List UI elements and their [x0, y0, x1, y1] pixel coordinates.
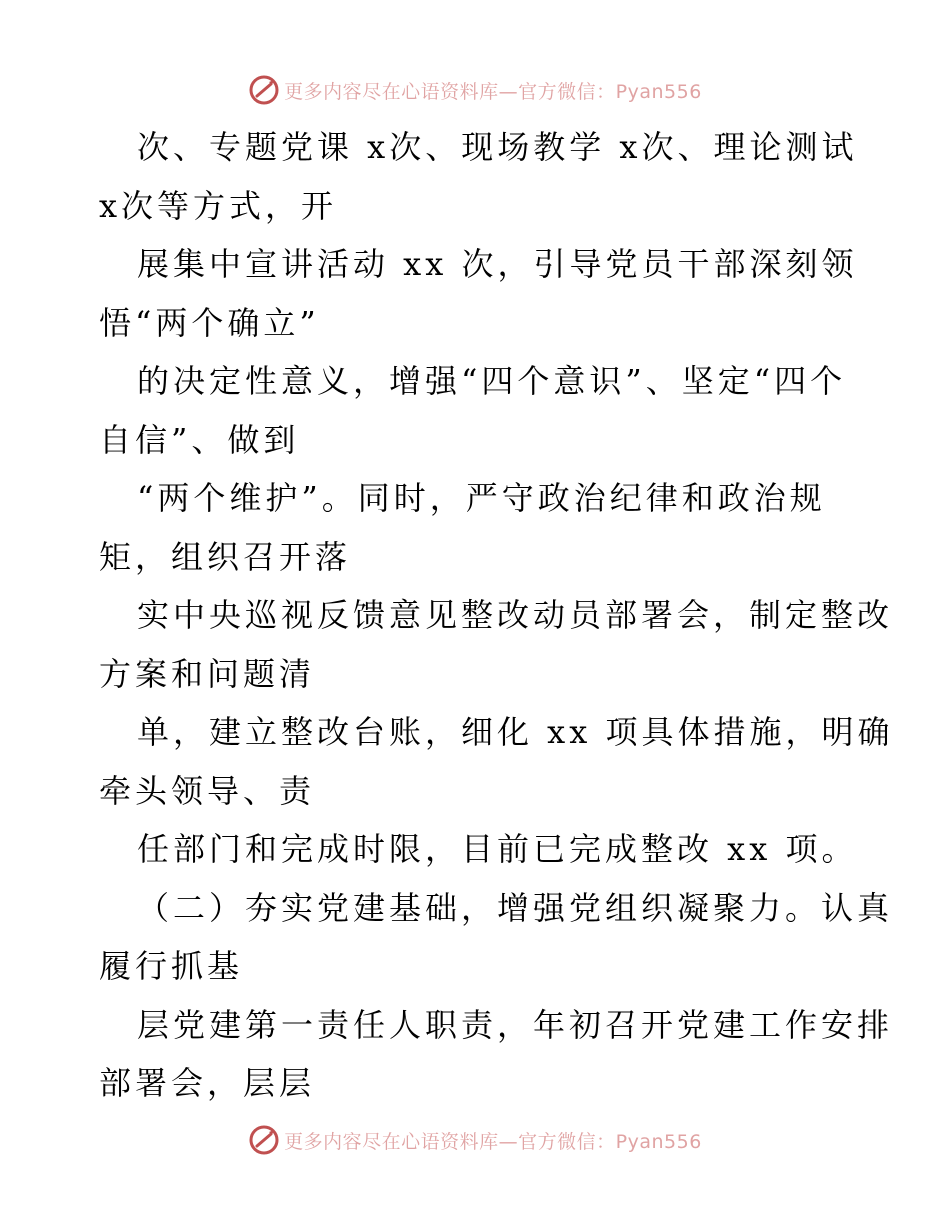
footer-banner — [0, 1120, 950, 1160]
text-line: 的决定性意义，增强“四个意识”、坚定“四个 — [137, 362, 847, 400]
text-line: 方案和问题清 — [99, 654, 316, 693]
text-line: 自信”、做到 — [99, 420, 300, 459]
header-banner-text: 更多内容尽在心语资料库—官方微信：Pyan556 — [284, 80, 702, 103]
text-line: 展集中宣讲活动 xx 次，引导党员干部深刻领 — [137, 245, 858, 283]
logo-icon — [248, 74, 280, 106]
text-line: “两个维护”。同时，严守政治纪律和政治规 — [137, 479, 826, 517]
text-line: x次等方式，开 — [99, 186, 338, 225]
text-line: 牵头领导、责 — [99, 771, 316, 810]
text-line: 单，建立整改台账，细化 xx 项具体措施，明确 — [137, 713, 894, 751]
header-banner — [0, 70, 950, 110]
text-line: 任部门和完成时限，目前已完成整改 xx 项。 — [137, 830, 858, 868]
text-line: 次、专题党课 x次、现场教学 x次、理论测试 — [137, 128, 858, 166]
text-line: （二）夯实党建基础，增强党组织凝聚力。认真 — [137, 888, 894, 927]
text-line: 部署会，层层 — [99, 1064, 316, 1102]
text-line: 履行抓基 — [99, 947, 244, 985]
logo-icon — [248, 1124, 280, 1156]
text-line: 矩，组织召开落 — [99, 537, 352, 576]
text-line: 悟“两个确立” — [99, 303, 320, 342]
text-line: 实中央巡视反馈意见整改动员部署会，制定整改 — [137, 596, 894, 634]
text-line: 层党建第一责任人职责，年初召开党建工作安排 — [137, 1005, 894, 1044]
document-body — [99, 118, 894, 1113]
footer-banner-text: 更多内容尽在心语资料库—官方微信：Pyan556 — [284, 1130, 702, 1153]
